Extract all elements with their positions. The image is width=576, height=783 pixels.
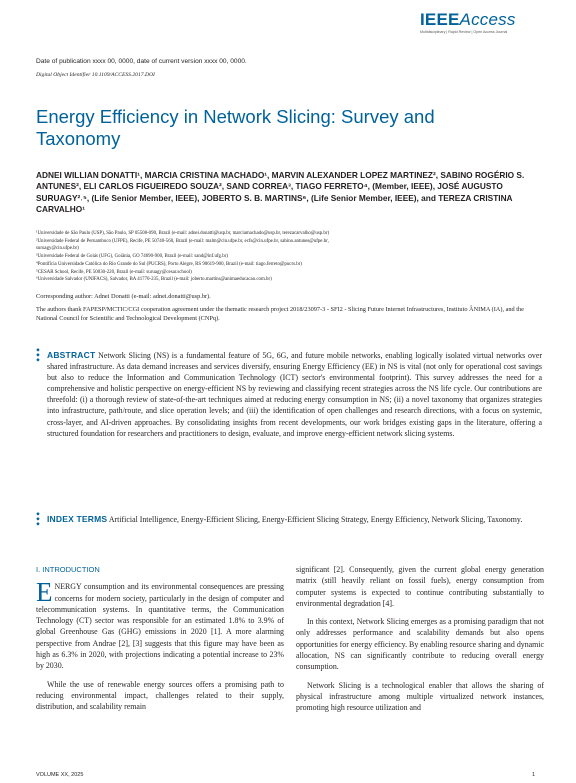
abstract [47,350,542,439]
author-list: ADNEI WILLIAN DONATTI¹, MARCIA CRISTINA MACHADO¹, MARVIN ALEXANDER LOPEZ MARTINEZ², SABINO ROGÉRIO S. ANTUNES², ELI CARLOS FIGUEIREDO SOUZA², SAND CORREA³, TIAGO FERRETO⁴, (Member, IEEE), JOSÉ AUGUSTO SURUAGY²˒⁵, (Life Senior Member, IEEE), JOBERTO S. B. MARTINS⁶, (Life Senior Member, IEEE), and TEREZA CRISTINA CARVALHO¹ [36,170,525,215]
intro-paragraph-3: significant [2]. Consequently, given the current global energy generation matrix (still heavily reliant on fossil fuels), energy consumption from computer systems is expected to continue contributing substantially to environmental degradation [4]. [296,565,544,608]
logo-ieee: IEEE [420,10,460,29]
intro-paragraph-2: While the use of renewable energy sources offers a promising path to reducing environmental impact, challenges related to their supply, distribution, and scalability remain [36,679,284,712]
right-column [296,564,544,721]
intro-paragraph-4: In this context, Network Slicing emerges as a promising paradigm that not only addresses performance and scalability demands but also opens opportunities for energy efficiency. By enabling resource sharing and dynamic allocation, NS can significantly contribute to reducing overall energy consumption. [296,617,544,672]
journal-tagline: Multidisciplinary | Rapid Review | Open Access Journal [420,30,508,34]
left-column [36,564,284,720]
affiliation-4: ⁴Pontifícia Universidade Católica do Rio Grande do Sul (PUCRS), Porto Alegre, RS 90619-900, Brazil (e-mail: tiago.ferreto@pucrs.br) [36,261,302,267]
doi-line: Digital Object Identifier 10.1109/ACCESS.2017.DOI [36,72,155,78]
affiliation-5: ⁵CESAR School, Recife, PE 50030-220, Brazil (e-mail: suruagy@cesar.school) [36,269,192,275]
affiliation-3: ³Universidade Federal de Goiás (UFG), Goiânia, GO 74690-900, Brazil (e-mail: sand@inf.ufg.br) [36,254,228,260]
funding-note: The authors thank FAPESP/MCTIC/CGI cooperation agreement under the thematic research project 2018/23097-3 - SFI2 - Slicing Future Internet Infrastructures, Instituto ÂNIMA (IA), and the National Council for Scientific and Technological Development (CNPq). [36,306,524,322]
corresponding-author: Corresponding author: Adnei Donatti (e-mail: adnei.donatti@usp.br). [36,293,211,300]
index-terms [47,514,542,525]
logo-access: Access [459,10,516,29]
index-terms-marker-icon: ◆ ◆ ◆ [36,511,40,526]
publication-dateline: Date of publication xxxx 00, 0000, date of current version xxxx 00, 0000. [36,58,247,65]
journal-logo [420,10,516,30]
paper-title: Energy Efficiency in Network Slicing: Survey and Taxonomy [36,106,435,149]
intro-paragraph-1-text: NERGY consumption and its environmental consequences are pressing concerns for modern society, particularly in the design of computer and telecommunication systems. In quantitative terms, the Communication Technology (CT) sector was responsible for an estimated 1.8% to 3.9% of global Greenhouse Gas (GHG) emissions in 2020 [1]. A more alarming perspective from Andrae [2], [3] suggests that this figure may have been as high as 6.3% in 2020, with projections indicating a potential increase to 23% by 2030. [36,582,284,671]
abstract-text: Network Slicing (NS) is a fundamental feature of 5G, 6G, and future mobile networks, enabling logically isolated virtual networks over shared infrastructure. As data demand increases and services diversify, ensuring Energy Efficiency (EE) in NS is vital (not only for operational cost savings but also to reduce the Information and Communication Technology (ICT) sector's environmental footprint). This survey addresses the need for a comprehensive and holistic perspective on energy-efficient NS by reviewing and classifying recent strategies across the NS life cycle. Our contributions are threefold: (i) a thorough review of state-of-the-art techniques aimed at reducing energy consumption in NS; (ii) a novel taxonomy that organizes strategies into infrastructure, path/route, and slice operation levels; and (iii) the identification of open challenges and research directions, with a focus on systemic, cross-layer, and AI-driven approaches. By consolidating insights from recent developments, our work bridges existing gaps in the literature, offering a structured foundation for researchers and practitioners to design, evaluate, and improve energy-efficient network slicing systems. [47,351,542,438]
intro-paragraph-1 [36,577,284,671]
affiliation-2-cont: suruagy@cin.ufpe.br) [36,246,79,252]
affiliations [36,230,542,284]
abstract-heading: ABSTRACT [47,350,96,360]
abstract-marker-icon: ◆ ◆ ◆ [36,347,40,362]
footer-volume: VOLUME XX, 2025 [36,772,84,778]
section-heading-introduction: I. INTRODUCTION [36,565,100,574]
affiliation-1: ¹Universidade de São Paulo (USP), São Paulo, SP 05508-090, Brazil (e-mail: adnei.donatti@usp.br, marciamachado@usp.br, terezacarvalho@usp.br) [36,231,330,236]
dropcap-letter: E [36,577,53,608]
footer-page-number: 1 [532,772,536,778]
index-terms-heading: INDEX TERMS [47,514,108,524]
intro-paragraph-5: Network Slicing is a technological enabler that allows the sharing of physical infrastructure among multiple virtualized network instances, promoting high resource utilization and [296,680,544,713]
affiliation-6: ⁶Universidade Salvador (UNIFACS), Salvador, BA 41770-235, Brazil (e-mail: joberto.martins@animaeducacao.com.br) [36,277,272,283]
affiliation-2: ²Universidade Federal de Pernambuco (UFPE), Recife, PE 50740-560, Brazil (e-mail: malm@cin.ufpe.br, ecfs@cin.ufpe.br, sabino.antunes@ufpe.br, [36,238,329,244]
index-terms-text: Artificial Intelligence, Energy-Efficient Slicing, Energy-Efficient Slicing Strategy, Energy Efficiency, Network Slicing, Taxonomy. [108,515,523,524]
